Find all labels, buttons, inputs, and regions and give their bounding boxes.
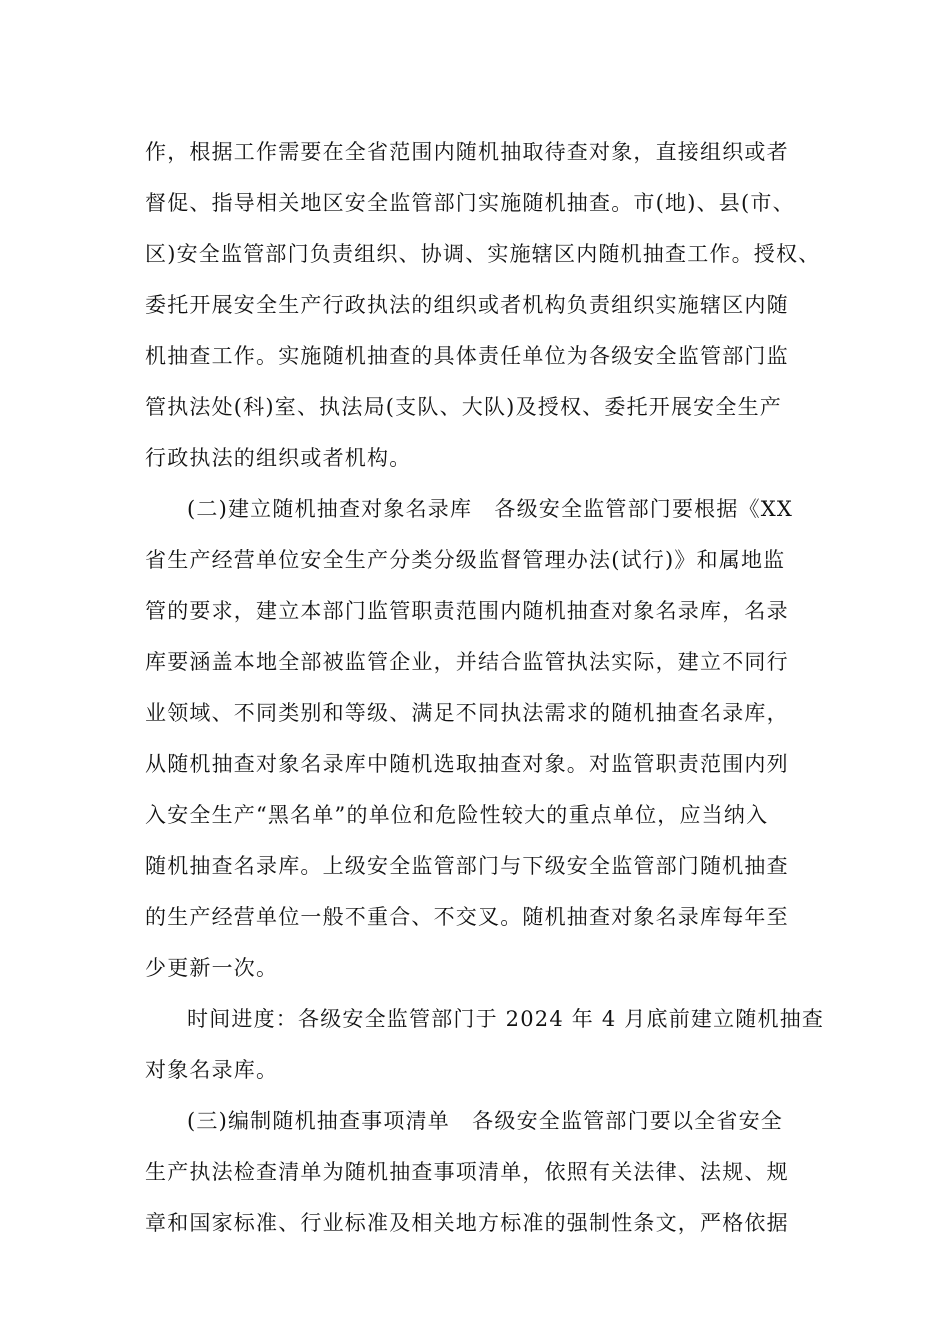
text-line-13: 从随机抽查对象名录库中随机选取抽查对象。对监管职责范围内列 [145,752,789,776]
text-line-1: 作，根据工作需要在全省范围内随机抽取待查对象，直接组织或者 [145,140,789,164]
text-line-9: 省生产经营单位安全生产分类分级监督管理办法(试行)》和属地监 [145,548,786,572]
text-line-17: 少更新一次。 [145,956,279,980]
text-line-3: 区)安全监管部门负责组织、协调、实施辖区内随机抽查工作。授权、 [145,242,821,266]
text-line-15: 随机抽查名录库。上级安全监管部门与下级安全监管部门随机抽查 [145,854,789,878]
text-line-5: 机抽查工作。实施随机抽查的具体责任单位为各级安全监管部门监 [145,344,789,368]
text-line-22: 章和国家标准、行业标准及相关地方标准的强制性条文，严格依据 [145,1211,789,1235]
text-line-10: 管的要求，建立本部门监管职责范围内随机抽查对象名录库，名录 [145,599,789,623]
text-line-11: 库要涵盖本地全部被监管企业，并结合监管执法实际，建立不同行 [145,650,789,674]
section-heading-2: (二)建立随机抽查对象名录库 各级安全监管部门要根据《XX [187,497,794,521]
text-line-14: 入安全生产“黑名单”的单位和危险性较大的重点单位，应当纳入 [145,803,769,827]
text-line-12: 业领域、不同类别和等级、满足不同执法需求的随机抽查名录库， [145,701,789,725]
text-line-7: 行政执法的组织或者机构。 [145,446,412,470]
text-line-6: 管执法处(科)室、执法局(支队、大队)及授权、委托开展安全生产 [145,395,782,419]
section-heading-3: (三)编制随机抽查事项清单 各级安全监管部门要以全省安全 [187,1109,783,1133]
text-line-19: 对象名录库。 [145,1058,279,1082]
text-line-4: 委托开展安全生产行政执法的组织或者机构负责组织实施辖区内随 [145,293,789,317]
schedule-line: 时间进度：各级安全监管部门于 2024 年 4 月底前建立随机抽查 [187,1007,825,1031]
text-line-2: 督促、指导相关地区安全监管部门实施随机抽查。市(地)、县(市、 [145,191,795,215]
text-line-21: 生产执法检查清单为随机抽查事项清单，依照有关法律、法规、规 [145,1160,789,1184]
text-line-16: 的生产经营单位一般不重合、不交叉。随机抽查对象名录库每年至 [145,905,789,929]
